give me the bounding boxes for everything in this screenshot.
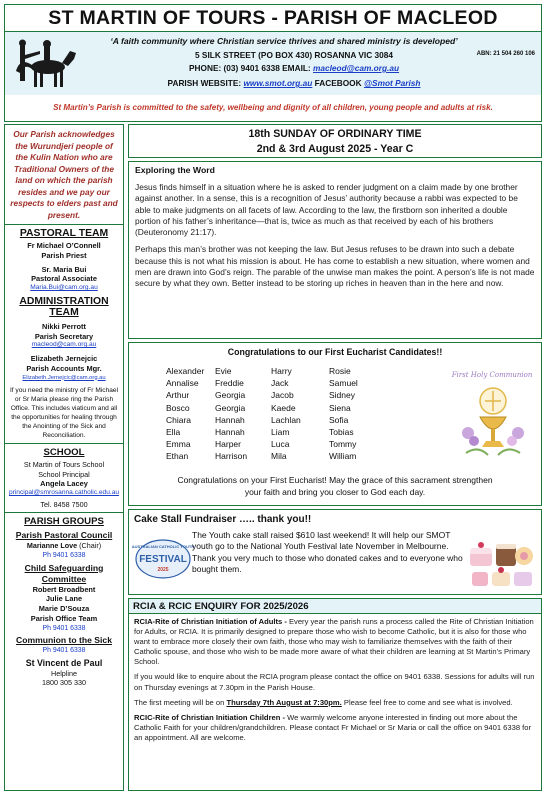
council-phone: Ph 9401 6338 [42,551,86,559]
rcia-adults-label: RCIA-Rite of Christian Initiation of Adults - [134,617,287,626]
rcic-children-text: We warmly welcome anyone interested in finding out more about the Catholic Faith for your children/grandchildren. Please contact Fr Michael or Sr Maria or call the office on 9401 6338 for an appointment. All are welcome. [134,712,532,742]
council-chair [5,541,123,551]
candidate-name: Georgia [215,402,246,413]
school-phone: Tel. 8458 7500 [40,499,88,509]
first-meeting-paragraph [134,698,536,708]
school-name: St Martin of Tours School [23,460,105,470]
reflection-paragraph: Jesus finds himself in a situation where he is asked to render judgment on a claim made by one brother against another. In a sense, this is a recognition of Jesus’ authority because a rabbi was expected to be able to make judgments on all facets of law. According to the law, the firstborn son inherited a double portion of his father’s inheritance—that is, twice as much as that received by each of his brothers (Deuteronomy 21:17). [135,182,518,238]
principal-name: Angela Lacey [40,479,88,489]
candidate-name: Lachlan [271,414,301,425]
divider [5,224,123,225]
email-link[interactable]: macleod@cam.org.au [313,63,400,73]
st-martin-horseman-logo [10,35,88,92]
safety-statement: St Martin’s Parish is committed to the safety, wellbeing and dignity of all children, young people and adults at risk. [53,103,493,112]
safeguarding-heading: Child Safeguarding Committee [24,562,104,584]
safeguarding-member: Parish Office Team [30,613,98,623]
congratulations-message [129,474,541,498]
candidate-name: Liam [271,427,290,438]
candidate-name: Annalise [166,378,199,389]
name-column [166,365,215,463]
masthead-info [5,32,541,95]
candidate-name: Siena [329,402,351,413]
contact-line [89,63,499,73]
communion-heading: Communion to the Sick [16,634,112,645]
first-meeting-date: Thursday 7th August at 7:30pm. [226,697,342,707]
principal-email-link[interactable]: principal@smrosanna.catholic.edu.au [8,488,120,496]
candidate-name: Rosie [329,366,351,376]
candidate-name: Jack [271,378,289,389]
candidate-name: Harrison [215,451,248,462]
parish-motto: ‘A faith community where Christian service thrives and shared ministry is developed’ [110,36,458,46]
candidate-name: Alexander [166,366,205,376]
logo-main-text: FESTIVAL [139,554,187,565]
abn-number: ABN: 21 504 260 106 [476,51,535,57]
message-line: Congratulations on your First Eucharist! May the grace of this sacrament strengthen [177,475,493,485]
website-label: PARISH WEBSITE: [167,78,242,88]
candidate-name: Mila [271,451,287,462]
accounts-name: Elizabeth Jernejcic [30,353,98,363]
masthead [4,4,542,122]
safeguarding-member: Julie Lane [45,594,83,604]
rcic-children-paragraph [134,713,536,743]
youth-festival-logo [131,530,195,588]
phone-text: PHONE: (03) 9401 6338 EMAIL: [188,63,311,73]
school-heading: SCHOOL [43,447,85,459]
rcia-adults-paragraph [134,617,536,667]
parish-title: ST MARTIN OF TOURS - PARISH OF MACLEOD [5,5,541,32]
vincent-phone: 1800 305 330 [42,678,86,688]
council-chair-name: Marianne Love [26,541,78,551]
school-role: School Principal [38,469,90,479]
rcia-enquiry-paragraph: If you would like to enquire about the RCIA program please contact the office on 9401 6338. Sessions for adults will run on Thursday evenings at 7.30pm in the Parish House. [134,672,535,692]
council-heading: Parish Pastoral Council [15,530,113,541]
section-title: RCIA & RCIC ENQUIRY FOR 2025/2026 [129,599,541,614]
candidate-names [166,365,379,463]
candidate-name: Tobias [329,427,354,438]
message-line: your faith and bring you closer to God each day. [244,487,426,498]
candidate-name: Hannah [215,414,245,425]
priest-name: Fr Michael O’Connell [27,241,101,250]
associate-name: Sr. Maria Bui [41,264,87,274]
ministry-note: If you need the ministry of Fr Michael or Sr Maria please ring the Parish Office. This includes viaticum and all the opportunities for healing through the Anointing of the Sick and Reconciliation. [9,387,119,440]
candidate-name: Chiara [166,414,192,425]
candidate-name: Bosco [166,402,190,413]
rcia-adults-text: Every year the parish runs a process called the Rite of Christian Initiation for Adults, or RCIA. It is primarily designed to prepare those who wish to become Catholic, but it is also for those who want to embrace more closely their own faith, those who may wish to familiarize themselves with the faith of their Catholic spouse, and those who wish to be made more aware of what their children are learning at St Martin’s Primary School. [134,617,534,667]
first-eucharist-section [128,342,542,506]
safeguarding-member: Marie D’Souza [38,604,90,614]
sunday-date: 2nd & 3rd August 2025 - Year C [256,142,414,155]
rcic-children-label: RCIC-Rite of Christian Initiation Children - [134,712,286,722]
cake-stall-text: The Youth cake stall raised $610 last weekend! It will help our SMOT youth go to the National Youth Festival late November in Melbourne. Thank you very much to those who donated cakes and to everyone who bought them. [192,530,463,574]
accounts-role: Parish Accounts Mgr. [26,363,102,373]
council-chair-suffix: (Chair) [77,541,102,551]
name-column [215,365,271,463]
parish-groups-heading: PARISH GROUPS [24,516,104,528]
facebook-link[interactable]: @Smot Parish [363,78,421,88]
chalice-host-illustration [451,367,533,461]
section-title: Congratulations to our First Eucharist Candidates!! [227,347,443,357]
candidate-name: Georgia [215,390,246,401]
safeguarding-member: Robert Broadbent [32,584,96,594]
first-meeting-suffix: Please feel free to come and see what is involved. [341,697,513,707]
vincent-heading: St Vincent de Paul [25,657,103,668]
administration-team-heading: ADMINISTRATION TEAM [19,295,109,318]
accounts-email-link[interactable]: Elizabeth.Jernejcic@cam.org.au [22,374,106,381]
candidate-name: Ella [166,427,181,438]
candidate-name: Evie [215,366,232,376]
priest-role: Parish Priest [41,250,87,260]
vincent-label: Helpline [51,668,77,678]
candidate-name: Luca [271,439,290,450]
section-title: Exploring the Word [135,165,215,175]
candidate-name: Arthur [166,390,190,401]
art-caption: First Holy Communion [451,371,533,379]
reflection-paragraph: Perhaps this man’s brother was not keeping the law. But Jesus refuses to be drawn into such a debate because this is not what his mission is about. He has come to establish a new situation, where women and men are drawn into God’s reign. The parable of the unwise man makes the point. A person’s life is not made secure by what they own. Better instead to be storing up riches in heaven than in the here and now. [135,244,535,289]
cakes-illustration [466,534,538,592]
communion-phone: Ph 9401 6338 [42,646,86,654]
candidate-name: Freddie [215,378,244,389]
facebook-label: FACEBOOK [314,78,362,88]
divider [5,443,123,444]
secretary-role: Parish Secretary [34,331,94,341]
liturgy-date-box [128,124,542,158]
logo-top-text: AUSTRALIAN CATHOLIC YOUTH [131,544,195,549]
candidate-name: William [329,451,357,462]
candidate-name: Hannah [215,427,245,438]
exploring-the-word-section [128,161,542,339]
candidate-name: Kaede [271,402,296,413]
associate-role: Pastoral Associate [31,274,97,284]
name-column [329,365,379,463]
candidate-name: Tommy [329,439,357,450]
section-title: Cake Stall Fundraiser ….. thank you!! [134,514,312,525]
divider [5,512,123,513]
sunday-title: 18th SUNDAY OF ORDINARY TIME [248,128,422,140]
candidate-name: Harry [271,366,292,376]
candidate-name: Samuel [329,378,358,389]
associate-email-link[interactable]: Maria.Bui@cam.org.au [30,284,98,292]
name-column [271,365,329,463]
web-line [89,78,499,88]
candidate-name: Jacob [271,390,294,401]
candidate-name: Emma [166,439,191,450]
website-link[interactable]: www.smot.org.au [243,78,313,88]
candidate-name: Ethan [166,451,189,462]
secretary-name: Nikki Perrott [42,321,86,331]
cake-stall-section [128,509,542,595]
candidate-name: Sidney [329,390,355,401]
logo-year-text: 2025 [157,567,169,573]
candidate-name: Harper [215,439,241,450]
acknowledgement-of-country: Our Parish acknowledges the Wurundjeri people of the Kulin Nation who are Traditional Owners of the land on which the parish resides and we pay our respects to elders past and present. [10,129,118,220]
parish-address: 5 SILK STREET (PO BOX 430) ROSANNA VIC 3084 [195,50,393,60]
secretary-email-link[interactable]: macleod@cam.org.au [31,341,97,349]
sidebar [4,124,124,791]
candidate-name: Sofia [329,414,349,425]
safeguarding-phone: Ph 9401 6338 [42,624,86,632]
rcia-rcic-section [128,598,542,791]
first-meeting-prefix: The first meeting will be on [134,697,227,707]
pastoral-team-heading: PASTORAL TEAM [19,228,109,239]
